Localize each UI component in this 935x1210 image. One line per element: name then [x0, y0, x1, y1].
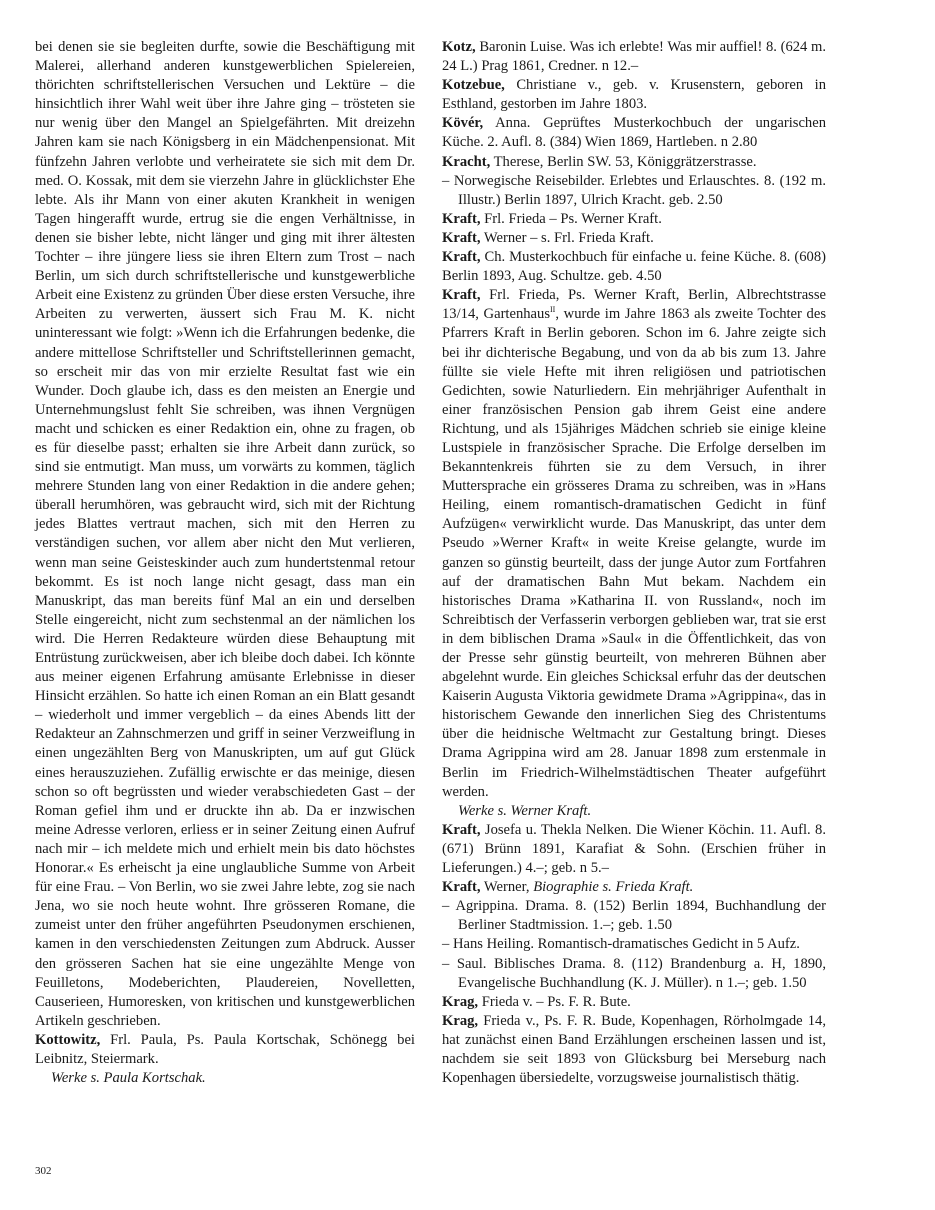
entry-headword: Kotzebue,: [442, 77, 505, 94]
entry-text: Frl. Frieda – Ps. Werner Kraft.: [484, 210, 662, 227]
entry-kraft-ch: [442, 248, 826, 286]
entry-text: Baronin Luise. Was ich erlebte! Was mir auffiel! 8. (624 m. 24 L.) Prag 1861, Credner. n 12.–: [442, 39, 827, 75]
entry-text: Josefa u. Thekla Nelken. Die Wiener Köchin. 11. Aufl. 8. (671) Brünn 1891, Karafiat & Sohn. (Erschien früher in Lieferungen.) 4.–; geb. n 5.–: [442, 821, 826, 877]
work-item: – Agrippina. Drama. 8. (152) Berlin 1894, Buchhandlung der Berliner Stadtmission. 1.–; geb. 1.50: [442, 898, 826, 934]
entry-continuation-text: bei denen sie sie begleiten durfte, sowie die Beschäftigung mit Malerei, allerhand anderen kunstgewerblichen Spielereien, thörichten schriftstellerischen Versuchen und Lektüre – die hinsichtlich ihrer Wahl weit über ihre Jahre ging – trösteten sie nur wenig über den Mangel an Spielgefährten. Mit dreizehn Jahren kam sie nach Königsberg in ein Mädchenpensionat. Mit fünfzehn Jahren verlobte und verheiratete sie sich mit dem Dr. med. O. Kossak, mit dem sie vierzehn Jahre in glücklichster Ehe lebte. Als ihr Mann von einer akuten Krankheit in wenigen Tagen hingerafft wurde, ertrug sie die engen Verhältnisse, in denen sie bisher lebte, nicht länger und ging mit ihrer ältesten Tochter – ihre jüngere liess sie ihren Eltern zum Trost – nach Berlin, um sich durch schriftstellerische und kunstgewerbliche Arbeit eine Existenz zu gründen Über diese ersten Versuche, ihre Arbeiten zu verwerten, äussert sich Frau M. K. nicht uninteressant wie folgt: »Wenn ich die Erfahrungen bedenke, die andere mittellose Schriftsteller und Schriftstellerinnen gemacht, so erscheit mir das von mir erzielte Resultat fast wie ein Wunder. Doch glaube ich, dass es den meisten an Energie und Unternehmungslust fehlt Sie schreiben, was ihnen Vergnügen macht und schicken es einer Redaktion ein, ohne zu fragen, ob es für dieselbe passt; erhalten sie ihre Arbeit dann zurück, so sind sie entmutigt. Man muss, um vorwärts zu kommen, täglich mehrere Stunden lang von einer Redaktion in die andere gehen; überall herumhören, was gebraucht wird, sich mit der Richtung jedes Blattes vertraut machen, sich mit den Herren zu verständigen suchen, vor allem aber nicht den Mut verlieren, wenn man seine Geisteskinder auch zum hundertstenmal retour bekommt. Es ist noch lange nicht gesagt, dass man ein Manuskript, das man bereits fünf Mal an ein und derselben Stelle eingereicht, nicht zum sechstenmal an der nämlichen los wird. Die Herren Redakteure würden diese Behauptung mit Entrüstung zurückweisen, aber ich bleibe doch dabei. Ich könnte aus meiner eigenen Erfahrung amüsante Erlebnisse in dieser Hinsicht erzählen. So hatte ich einen Roman an ein Blatt gesandt – wiederholt und immer vergeblich – da eines Abends litt der Redakteur an Zahnschmerzen und griff in seiner Verzweiflung in einen ungezählten Berg von Manuskripten, um auf gut Glück eines herauszuziehen. Zufällig erwischte er das meinige, diesen schon so oft begrüssten und wieder verabschiedeten Gast – der Roman gefiel ihm und er druckte ihn ab. Da er inzwischen meine Adresse verloren, erliess er in seiner Zeitung einen Aufruf nach mir – ich meldete mich und erhielt mein bis dato höchstes Honorar.« Es erheischt ja eine unglaubliche Summe von Arbeit für eine Frau. – Von Berlin, wo sie zwei Jahre lebte, zog sie nach Jena, wo sie noch heute wohnt. Ihre grösseren Romane, die zumeist unter den früher angeführten Pseudonymen erschienen, kamen in den verschiedensten Zeitungen zum Abdruck. Ausser den grösseren Sachen hat sie eine ungezählte Menge von Feuilletons, Modeberichten, Plaudereien, Novelletten, Causerieen, Humoresken, von kritischen und kunstgewerblichen Artikeln geschrieben.: [35, 39, 415, 1029]
entry-kotz: [442, 38, 826, 76]
entry-text: Therese, Berlin SW. 53, Königgrätzerstrasse.: [493, 153, 757, 170]
entry-headword: Krag,: [442, 1012, 479, 1029]
right-column: [442, 38, 826, 1088]
entry-headword: Kraft,: [442, 229, 481, 246]
entry-kraft-werner: [442, 878, 826, 897]
entry-text: Werner – s. Frl. Frieda Kraft.: [483, 229, 654, 246]
entry-kraft-frieda-ref: [442, 210, 826, 229]
work-item: – Norwegische Reisebilder. Erlebtes und Erlauschtes. 8. (192 m. Illustr.) Berlin 1897, Ulrich Kracht. geb. 2.50: [442, 172, 826, 208]
entry-kraft-werner-ref: [442, 229, 826, 248]
entry-kraft-josefa: [442, 821, 826, 878]
entry-headword: Kraft,: [442, 821, 481, 838]
entry-kracht: [442, 153, 826, 172]
entry-text: Anna. Geprüftes Musterkochbuch der ungarischen Küche. 2. Aufl. 8. (384) Wien 1869, Hartleben. n 2.80: [442, 115, 826, 151]
entry-biography-ref: Biographie s. Frieda Kraft.: [533, 879, 694, 896]
entry-text-continued: , wurde im Jahre 1863 als zweite Tochter des Pfarrers Kraft in Berlin geboren. Schon im 6. Jahre zeigte sich bei ihr dichterische Begabung, und von da ab bis zum 13. Jahre füllte sie viele Hefte mit ihren religiösen und patriotischen Gedichten, sowie Naturliedern. Ein mehrjähriger Aufenthalt in einer französischen Pension gab ihrem Geist eine andere Richtung, und als 15jähriges Mädchen schrieb sie einige kleine Lustspiele in französischer Sprache. Die Erfolge derselben im Bekanntenkreis führten sie zu dem Versuch, in ihrer Muttersprache ein grösseres Drama zu schreiben, was in »Hans Heiling, einem romantisch-dramatischen Gedicht in fünf Aufzügen« verwirklicht wurde. Das Manuskript, das unter dem Pseudo »Werner Kraft« in weite Kreise gelangte, wurde im ganzen so günstig beurteilt, dass der junge Autor zum Fortfahren auf der dramatischen Bahn Mut bekam. Nachdem ein historisches Drama »Katharina II. von Russland«, noch im Schreibtisch der Verfasserin verborgen geblieben war, trat sie erst in dem biblischen Drama »Saul« in die Öffentlichkeit, das von der Presse sehr günstig beurteilt, von mehreren Bühnen aber abgelehnt wurde. Ein gleiches Schicksal erfuhr das der deutschen Kaiserin Augusta Viktoria gewidmete Drama »Agrippina«, das in historischem Gewande den innerlichen Sieg des Christentums über die heidnische Weltmacht zur Gestaltung bringt. Dieses Drama Agrippina wird am 28. Januar 1898 zum erstenmale in Berlin im Friedrich-Wilhelmstädtischen Theater aufgeführt werden.: [442, 306, 826, 800]
entry-headword: Kotz,: [442, 39, 476, 55]
entry-krag: [442, 1012, 826, 1088]
entry-text: Frl. Frieda, Ps. Werner Kraft, Berlin, Albrechtstrasse 13/14, Gartenhaus: [442, 287, 827, 323]
entry-headword: Kövér,: [442, 115, 484, 132]
works-reference: Werke s. Werner Kraft.: [458, 802, 592, 819]
entry-text: Frieda v., Ps. F. R. Bude, Kopenhagen, Rörholmgade 14, hat zunächst einen Band Erzählungen erscheinen lassen und ist, nachdem sie seit 1893 von Glücksburg bei Merseburg nach Kopenhagen übersiedelte, vorzugsweise journalistisch thätig.: [442, 1012, 826, 1087]
entry-kraft-frieda: [442, 286, 826, 802]
entry-text: Werner,: [483, 879, 534, 896]
entry-headword: Kottowitz,: [35, 1031, 101, 1048]
entry-headword: Kraft,: [442, 287, 481, 304]
entry-text: Christiane v., geb. v. Krusenstern, geboren in Esthland, gestorben im Jahre 1803.: [442, 77, 826, 113]
entry-headword: Kraft,: [442, 210, 481, 227]
entry-headword: Krag,: [442, 993, 479, 1010]
entry-text: Frieda v. – Ps. F. R. Bute.: [481, 993, 631, 1010]
works-reference: Werke s. Paula Kortschak.: [51, 1070, 206, 1087]
superscript-mark: II: [550, 305, 556, 315]
entry-kover: [442, 114, 826, 152]
work-item: – Saul. Biblisches Drama. 8. (112) Brandenburg a. H, 1890, Evangelische Buchhandlung (K. J. Müller). n 1.–; geb. 1.50: [442, 955, 826, 991]
page-number: 302: [35, 1165, 52, 1177]
entry-kotzebue: [442, 76, 826, 114]
entry-text: Frl. Paula, Ps. Paula Kortschak, Schönegg bei Leibnitz, Steiermark.: [35, 1031, 415, 1067]
entry-headword: Kraft,: [442, 249, 481, 266]
entry-headword: Kracht,: [442, 153, 491, 170]
entry-krag-ref: [442, 993, 826, 1012]
work-item: – Hans Heiling. Romantisch-dramatisches Gedicht in 5 Aufz.: [442, 936, 800, 953]
entry-text: Ch. Musterkochbuch für einfache u. feine Küche. 8. (608) Berlin 1893, Aug. Schultze. geb. 4.50: [442, 249, 826, 285]
left-column: [35, 38, 415, 1088]
entry-headword: Kraft,: [442, 879, 481, 896]
entry-kottowitz: [35, 1031, 415, 1069]
